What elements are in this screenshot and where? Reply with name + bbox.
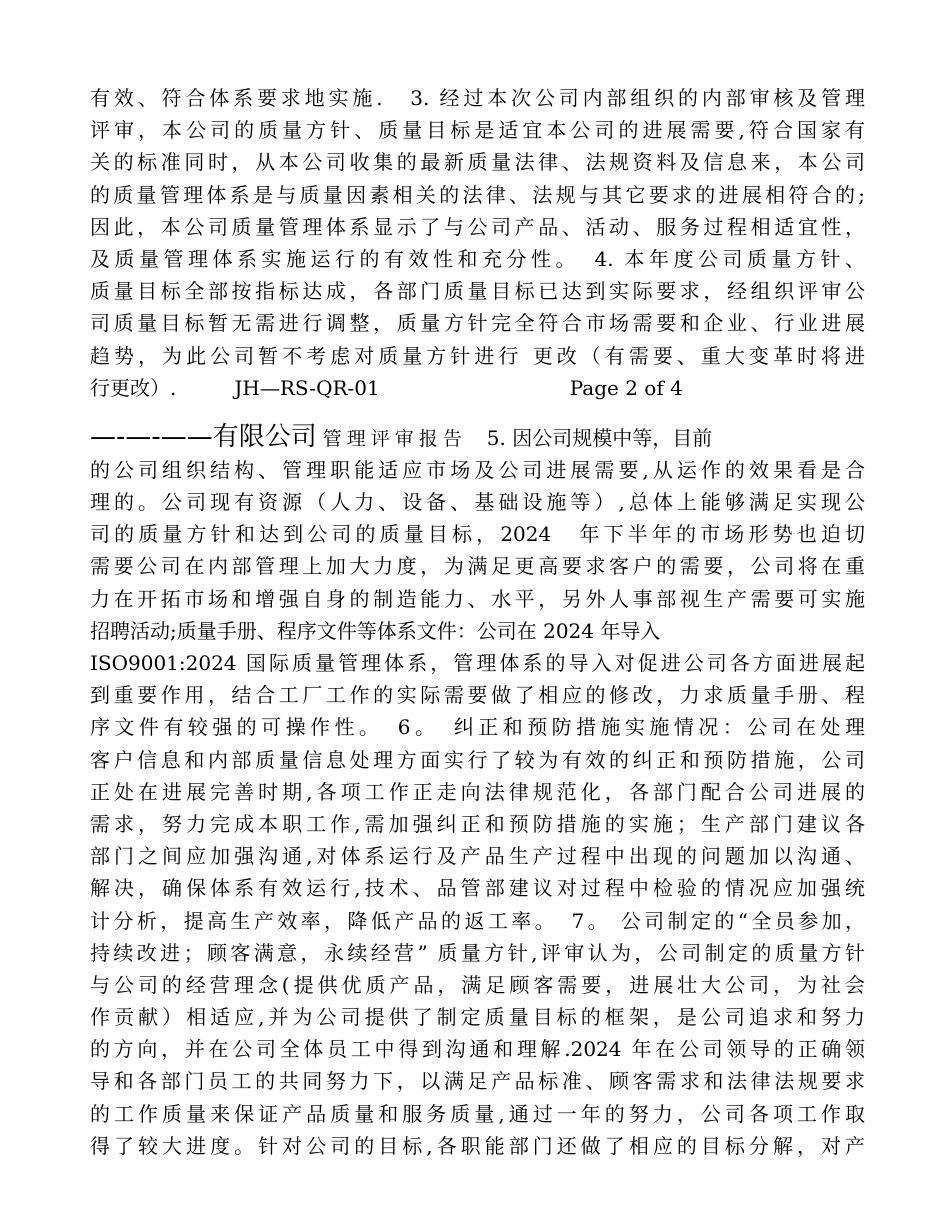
text-line: 的方向，并在公司全体员工中得到沟通和理解.2024 年在公司领导的正确领 bbox=[90, 1037, 865, 1062]
text-line: 客户信息和内部质量信息处理方面实行了较为有效的纠正和预防措施，公司 bbox=[90, 747, 865, 772]
text-line: 与公司的经营理念(提供优质产品，满足顾客需要，进展壮大公司，为社会 bbox=[90, 972, 865, 997]
text-line: 5. 因公司规模中等，目前 bbox=[466, 425, 713, 450]
text-line: 计分析，提高生产效率，降低产品的返工率。 7。 公司制定的“全员参加， bbox=[90, 908, 865, 933]
text-line: 得了较大进度。针对公司的目标,各职能部门还做了相应的目标分解，对产 bbox=[90, 1133, 865, 1158]
text-line: 司的质量方针和达到公司的质量目标，2024 年下半年的市场形势也迫切 bbox=[90, 522, 865, 547]
report-header-line bbox=[90, 420, 865, 454]
text-line: 正处在进展完善时期,各项工作正走向法律规范化，各部门配合公司进展的 bbox=[90, 779, 865, 804]
text-line: 行更改）. bbox=[90, 375, 177, 400]
text-line: 因此，本公司质量管理体系显示了与公司产品、活动、服务过程相适宜性， bbox=[90, 214, 865, 239]
text-line: 及质量管理体系实施运行的有效性和充分性。 4. 本年度公司质量方针、 bbox=[90, 246, 865, 271]
text-line: 理的。公司现有资源（人力、设备、基础设施等）,总体上能够满足实现公 bbox=[90, 490, 865, 515]
document-page bbox=[90, 82, 865, 1162]
text-line: 的质量管理体系是与质量因素相关的法律、法规与其它要求的进展相符合的; bbox=[90, 182, 865, 207]
page-number: Page 2 of 4 bbox=[569, 375, 683, 400]
text-line: 导和各部门员工的共同努力下，以满足产品标准、顾客需求和法律法规要求 bbox=[90, 1069, 865, 1094]
text-line: 作贡献）相适应,并为公司提供了制定质量目标的框架，是公司追求和努力 bbox=[90, 1005, 865, 1030]
text-line: 的工作质量来保证产品质量和服务质量,通过一年的努力，公司各项工作取 bbox=[90, 1101, 865, 1126]
page1-tail-text bbox=[90, 82, 865, 404]
text-line: 序文件有较强的可操作性。 6。 纠正和预防措施实施情况：公司在处理 bbox=[90, 715, 865, 740]
text-line: 解决，确保体系有效运行,技术、品管部建议对过程中检验的情况应加强统 bbox=[90, 876, 865, 901]
page-footer bbox=[90, 372, 865, 404]
text-line: 质量目标全部按指标达成，各部门质量目标已达到实际要求，经组织评审公 bbox=[90, 279, 865, 304]
page2-text bbox=[90, 420, 865, 1162]
text-line: 关的标准同时，从本公司收集的最新质量法律、法规资料及信息来，本公司 bbox=[90, 150, 865, 175]
text-line: 招聘活动;质量手册、程序文件等体系文件：公司在 2024 年导入 bbox=[90, 618, 661, 643]
text-line: 的公司组织结构、管理职能适应市场及公司进展需要,从运作的效果看是合 bbox=[90, 457, 865, 482]
text-line: 趋势，为此公司暂不考虑对质量方针进行 更改（有需要、重大变革时将进 bbox=[90, 343, 865, 368]
report-title: 管理评审报告 bbox=[322, 427, 467, 450]
text-line: 力在开拓市场和增强自身的制造能力、水平，另外人事部视生产需要可实施 bbox=[90, 586, 865, 611]
text-line: 有效、符合体系要求地实施. 3. 经过本次公司内部组织的内部审核及管理 bbox=[90, 86, 865, 110]
text-line: 持续改进；顾客满意，永续经营” 质量方针,评审认为，公司制定的质量方针 bbox=[90, 940, 865, 965]
document-code: JH—RS-QR-01 bbox=[234, 375, 380, 400]
company-name: —-—-——有限公司 bbox=[90, 421, 317, 452]
text-line: 需要公司在内部管理上加大力度，为满足更高要求客户的需要，公司将在重 bbox=[90, 554, 865, 579]
text-line: 到重要作用，结合工厂工作的实际需要做了相应的修改，力求质量手册、程 bbox=[90, 683, 865, 708]
text-line: 部门之间应加强沟通,对体系运行及产品生产过程中出现的问题加以沟通、 bbox=[90, 844, 865, 869]
text-line: 司质量目标暂无需进行调整，质量方针完全符合市场需要和企业、行业进展 bbox=[90, 311, 865, 336]
text-line: 需求，努力完成本职工作,需加强纠正和预防措施的实施；生产部门建议各 bbox=[90, 811, 865, 836]
text-line: 评审，本公司的质量方针、质量目标是适宜本公司的进展需要,符合国家有 bbox=[90, 118, 865, 143]
text-line: ISO9001:2024 国际质量管理体系，管理体系的导入对促进公司各方面进展起 bbox=[90, 651, 865, 675]
